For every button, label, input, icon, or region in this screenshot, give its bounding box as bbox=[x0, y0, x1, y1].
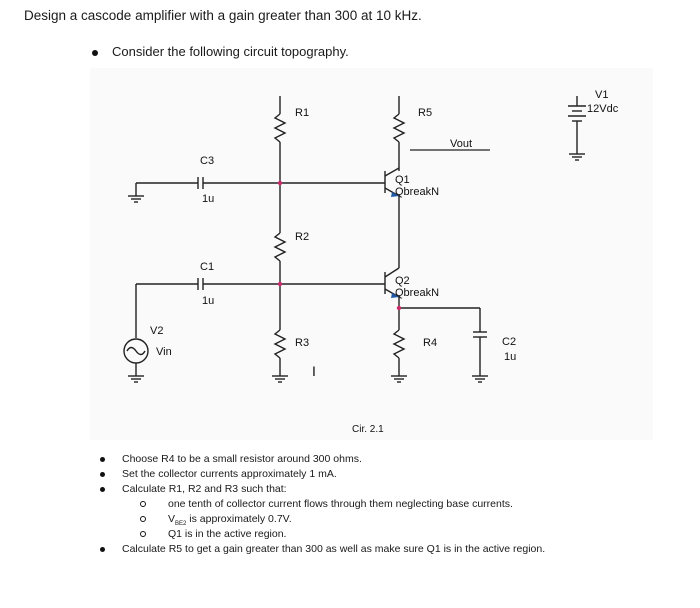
label-c2-value: 1u bbox=[504, 351, 517, 363]
intro-bullet bbox=[92, 44, 349, 59]
label-c3-value: 1u bbox=[202, 193, 215, 205]
label-r1: R1 bbox=[295, 107, 310, 119]
text-cursor: I bbox=[312, 363, 316, 379]
label-r4: R4 bbox=[423, 337, 438, 349]
bullet-dot bbox=[100, 457, 105, 462]
label-r2: R2 bbox=[295, 231, 310, 243]
circuit-svg bbox=[90, 68, 653, 440]
label-v1-value: 12Vdc bbox=[587, 103, 619, 115]
r1-resistor bbox=[275, 114, 285, 142]
r4-resistor bbox=[394, 330, 404, 358]
label-q1-model: QbreakN bbox=[395, 186, 440, 198]
sub-bullet bbox=[140, 531, 146, 537]
label-r3: R3 bbox=[295, 337, 310, 349]
ground-c3 bbox=[128, 196, 144, 202]
ground-r4 bbox=[391, 376, 407, 382]
sub-bullet bbox=[140, 501, 146, 507]
circuit-caption: Cir. 2.1 bbox=[352, 424, 384, 435]
ground-c2 bbox=[472, 376, 488, 382]
r5-resistor bbox=[394, 114, 404, 142]
sub-bullet bbox=[140, 516, 146, 522]
label-c3: C3 bbox=[200, 155, 215, 167]
bullet-dot bbox=[100, 487, 105, 492]
bullet-dot bbox=[100, 547, 105, 552]
label-c1: C1 bbox=[200, 261, 215, 273]
bullet-dot bbox=[100, 472, 105, 477]
label-q2-model: QbreakN bbox=[395, 287, 440, 299]
bullet-dot bbox=[92, 50, 98, 56]
ground-v2 bbox=[128, 376, 144, 382]
label-vin: Vin bbox=[156, 346, 172, 358]
label-v1: V1 bbox=[595, 89, 609, 101]
label-q2: Q2 bbox=[395, 275, 410, 287]
ground-r3 bbox=[272, 376, 288, 382]
r2-resistor bbox=[275, 233, 285, 261]
label-r5: R5 bbox=[418, 107, 433, 119]
label-c2: C2 bbox=[502, 336, 517, 348]
intro-text: Consider the following circuit topography. bbox=[112, 44, 349, 59]
label-vout: Vout bbox=[450, 138, 473, 150]
circuit-diagram bbox=[90, 68, 653, 440]
label-v2: V2 bbox=[150, 325, 164, 337]
label-q1: Q1 bbox=[395, 174, 410, 186]
r3-resistor bbox=[275, 330, 285, 358]
label-c1-value: 1u bbox=[202, 295, 215, 307]
ground-v1 bbox=[569, 154, 585, 160]
question-title: Design a cascode amplifier with a gain greater than 300 at 10 kHz. bbox=[24, 8, 422, 23]
